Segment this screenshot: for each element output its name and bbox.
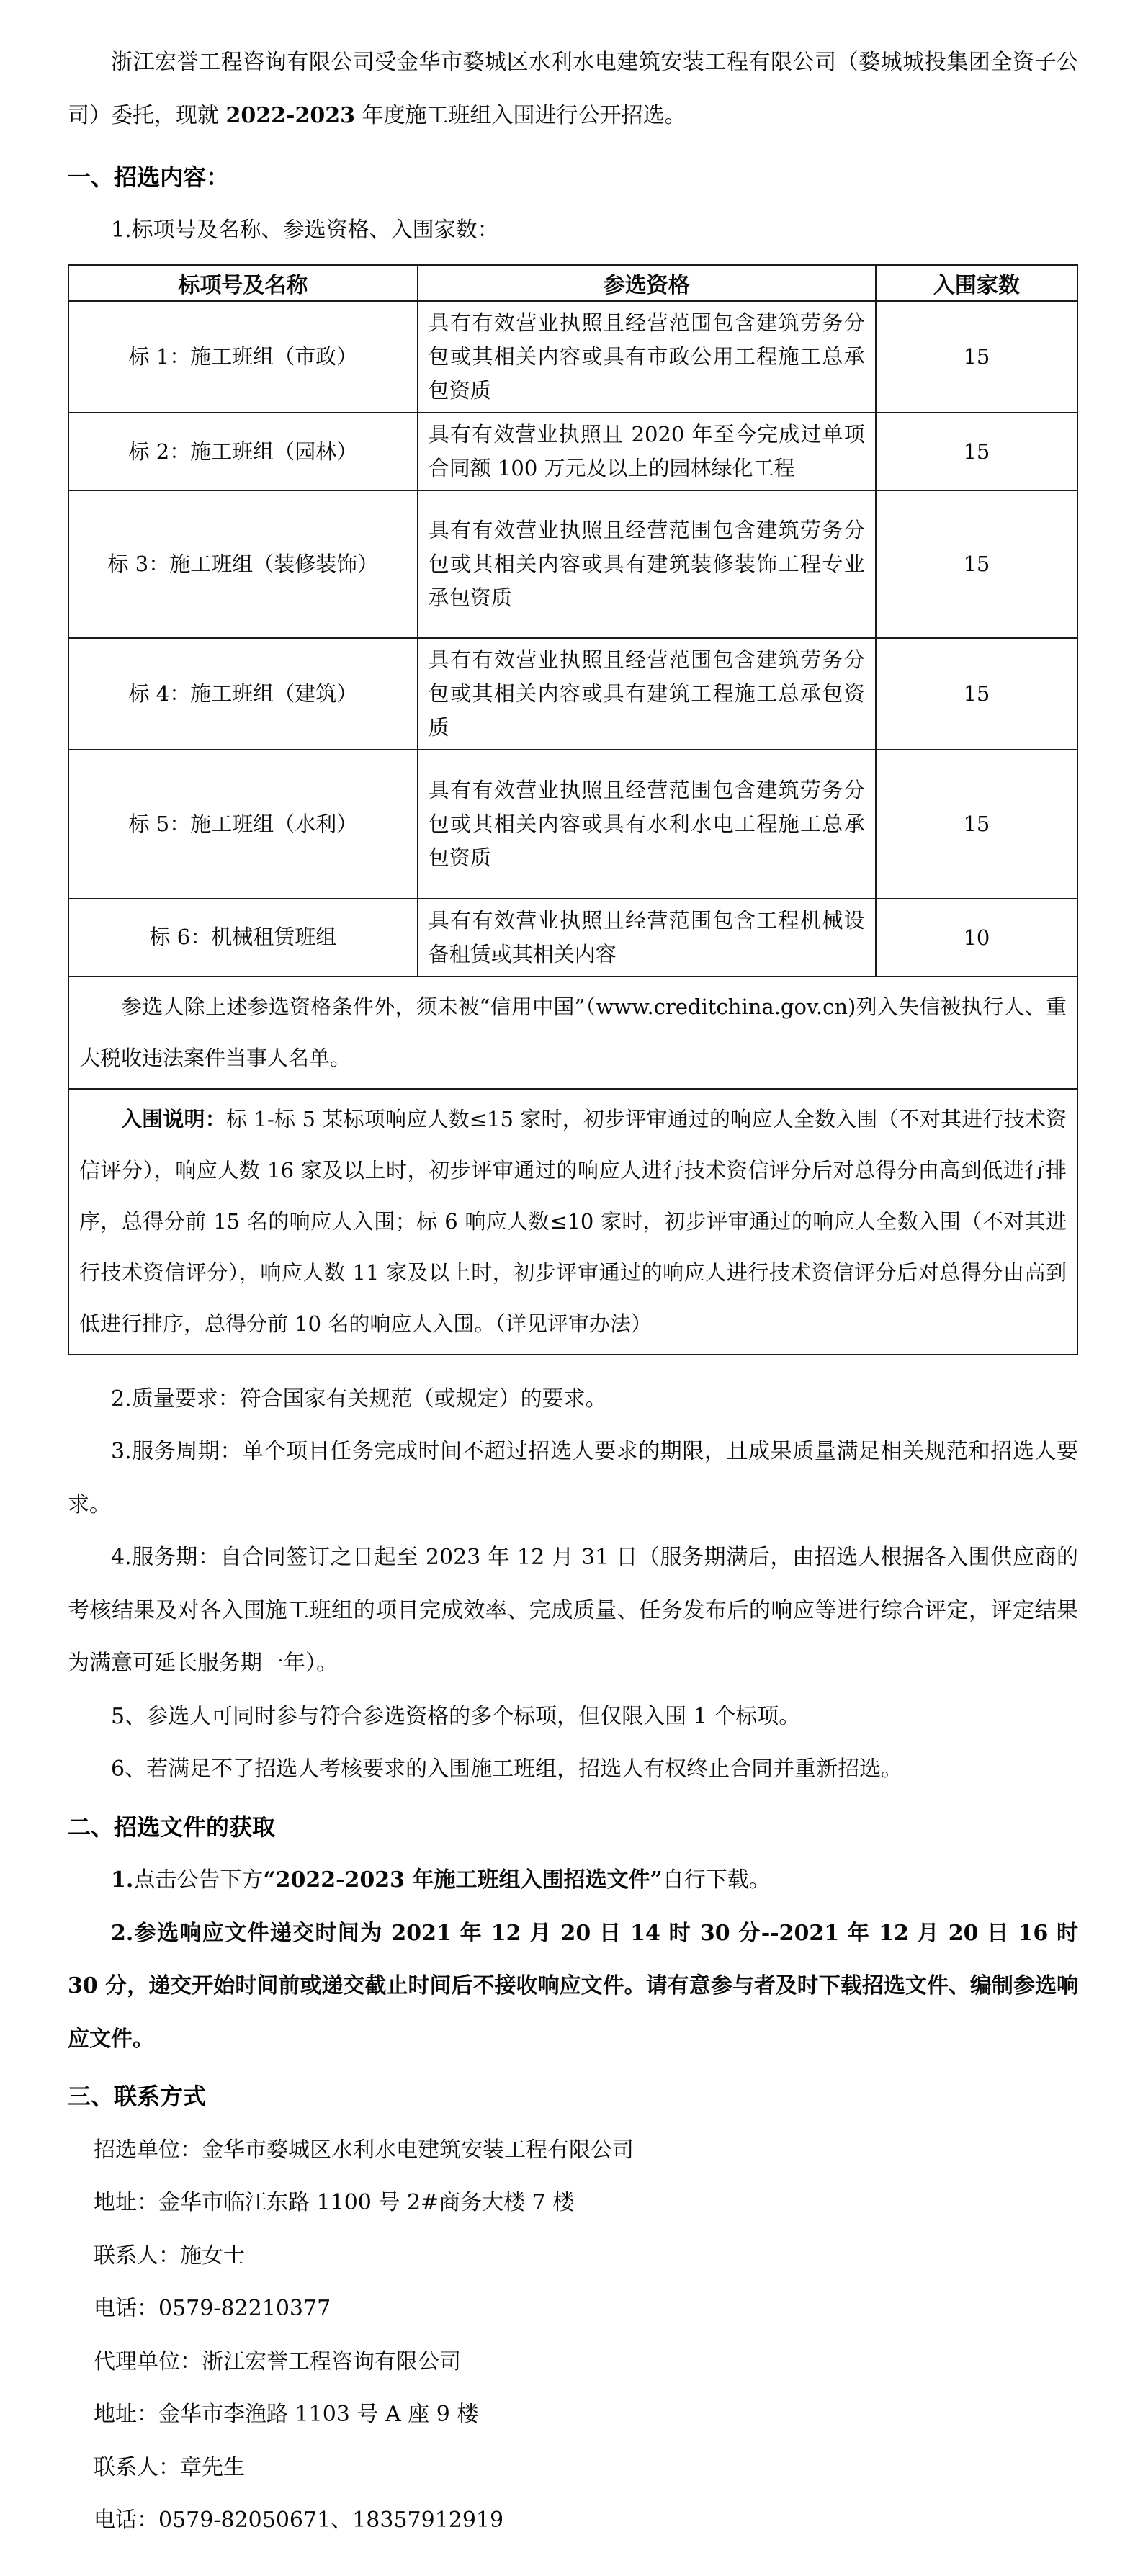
bid-item-qualification: 具有有效营业执照且经营范围包含建筑劳务分包或其相关内容或具有建筑工程施工总承包资质 [418,638,876,750]
section-1-heading: 一、招选内容： [68,163,230,191]
contact-org-address: 地址：金华市临江东路 1100 号 2#商务大楼 7 楼 [94,2190,575,2216]
bid-item-quota: 15 [876,638,1077,750]
paragraph-service-cycle: 3.服务周期：单个项目任务完成时间不超过招选人要求的期限，且成果质量满足相关规范和招选人要求。 [68,1439,1078,1517]
bid-items-table [68,264,1078,1355]
intro-paragraph [68,36,1078,142]
table-header-row [68,265,1077,301]
bid-item-qualification: 具有有效营业执照且经营范围包含建筑劳务分包或其相关内容或具有市政公用工程施工总承包资质 [418,301,876,413]
table-row [68,490,1077,638]
column-header-quota: 入围家数 [876,265,1077,301]
shortlist-note-text: 标 1-标 5 某标项响应人数≤15 家时，初步评审通过的响应人全数入围（不对其进行技术资信评分），响应人数 16 家及以上时，初步评审通过的响应人进行技术资信评分后对总得分由高到低进行排序，总得分前 15 名的响应人入围；标 6 响应人数≤10 家时，初步评审通过的响应人全数入围（不对其进行技术资信评分），响应人数 11 家及以上时，初步评审通过的响应人进行技术资信评分后对总得分由高到低进行排序，总得分前 10 名的响应人入围。（详见评审办法） [79,1106,1067,1336]
bid-item-name: 标 2：施工班组（园林） [68,413,418,490]
section-2-heading: 二、招选文件的获取 [68,1813,276,1841]
contact-agent-phone: 电话：0579-82050671、18357912919 [94,2508,504,2534]
contact-org-person: 联系人：施女士 [94,2243,245,2268]
document-download-paragraph [68,1854,1078,1907]
download-text-post: 自行下载。 [662,1867,771,1893]
contact-agent-address: 地址：金华市李渔路 1103 号 A 座 9 楼 [94,2402,479,2428]
bid-item-quota: 15 [876,490,1077,638]
bid-item-name: 标 6：机械租赁班组 [68,899,418,977]
table-row [68,899,1077,977]
table-row [68,638,1077,750]
download-file-title: “2022-2023 年施工班组入围招选文件” [263,1867,663,1893]
bid-item-qualification: 具有有效营业执照且经营范围包含建筑劳务分包或其相关内容或具有水利水电工程施工总承包资质 [418,750,876,899]
table-row [68,413,1077,490]
credit-note-text: 参选人除上述参选资格条件外，须未被“信用中国”（www.creditchina.gov.cn)列入失信被执行人、重大税收违法案件当事人名单。 [68,977,1077,1089]
credit-note-row [68,977,1077,1089]
contact-agent-person: 联系人：章先生 [94,2454,245,2480]
bid-item-qualification: 具有有效营业执照且经营范围包含工程机械设备租赁或其相关内容 [418,899,876,977]
bid-item-quota: 10 [876,899,1077,977]
intro-text-2: 年度施工班组入围进行公开招选。 [355,102,686,128]
column-header-qualification: 参选资格 [418,265,876,301]
section-1-list-intro: 1.标项号及名称、参选资格、入围家数： [111,217,499,243]
paragraph-service-period: 4.服务期：自合同签订之日起至 2023 年 12 月 31 日（服务期满后，由招选人根据各入围供应商的考核结果及对各入围施工班组的项目完成效率、完成质量、任务发布后的响应等进行综合评定，评定结果为满意可延长服务期一年）。 [68,1545,1078,1677]
column-header-item: 标项号及名称 [68,265,418,301]
item-number: 1. [111,1867,134,1893]
submission-time-paragraph: 2.参选响应文件递交时间为 2021 年 12 月 20 日 14 时 30 分--2021 年 12 月 20 日 16 时 30 分，递交开始时间前或递交截止时间后不接收响应文件。请有意参与者及时下载招选文件、编制参选响应文件。 [68,1920,1078,2052]
contact-agent: 代理单位：浙江宏誉工程咨询有限公司 [94,2348,461,2374]
bid-item-name: 标 4：施工班组（建筑） [68,638,418,750]
shortlist-note-cell [68,1089,1077,1355]
bid-item-name: 标 1：施工班组（市政） [68,301,418,413]
bid-item-quota: 15 [876,750,1077,899]
shortlist-note-label: 入围说明： [121,1106,226,1131]
paragraph-quality: 2.质量要求：符合国家有关规范（或规定）的要求。 [111,1386,607,1412]
shortlist-note-row [68,1089,1077,1355]
bid-item-qualification: 具有有效营业执照且 2020 年至今完成过单项合同额 100 万元及以上的园林绿化工程 [418,413,876,490]
intro-text-1: 浙江宏誉工程咨询有限公司受金华市婺城区水利水电建筑安装工程有限公司（婺城城投集团全资子公司）委托，现就 [68,50,1078,128]
bid-item-name: 标 3：施工班组（装修装饰） [68,490,418,638]
download-text-pre: 点击公告下方 [133,1867,264,1893]
paragraph-termination: 6、若满足不了招选人考核要求的入围施工班组，招选人有权终止合同并重新招选。 [111,1756,903,1782]
table-row [68,750,1077,899]
section-3-heading: 三、联系方式 [68,2083,207,2111]
bid-item-qualification: 具有有效营业执照且经营范围包含建筑劳务分包或其相关内容或具有建筑装修装饰工程专业承包资质 [418,490,876,638]
bid-item-name: 标 5：施工班组（水利） [68,750,418,899]
paragraph-multi-bid: 5、参选人可同时参与符合参选资格的多个标项，但仅限入围 1 个标项。 [111,1703,801,1729]
bid-item-quota: 15 [876,301,1077,413]
contact-org-phone: 电话：0579-82210377 [94,2296,331,2322]
contact-org: 招选单位：金华市婺城区水利水电建筑安装工程有限公司 [94,2137,634,2163]
bid-item-quota: 15 [876,413,1077,490]
intro-years-bold: 2022-2023 [225,102,355,128]
table-row [68,301,1077,413]
